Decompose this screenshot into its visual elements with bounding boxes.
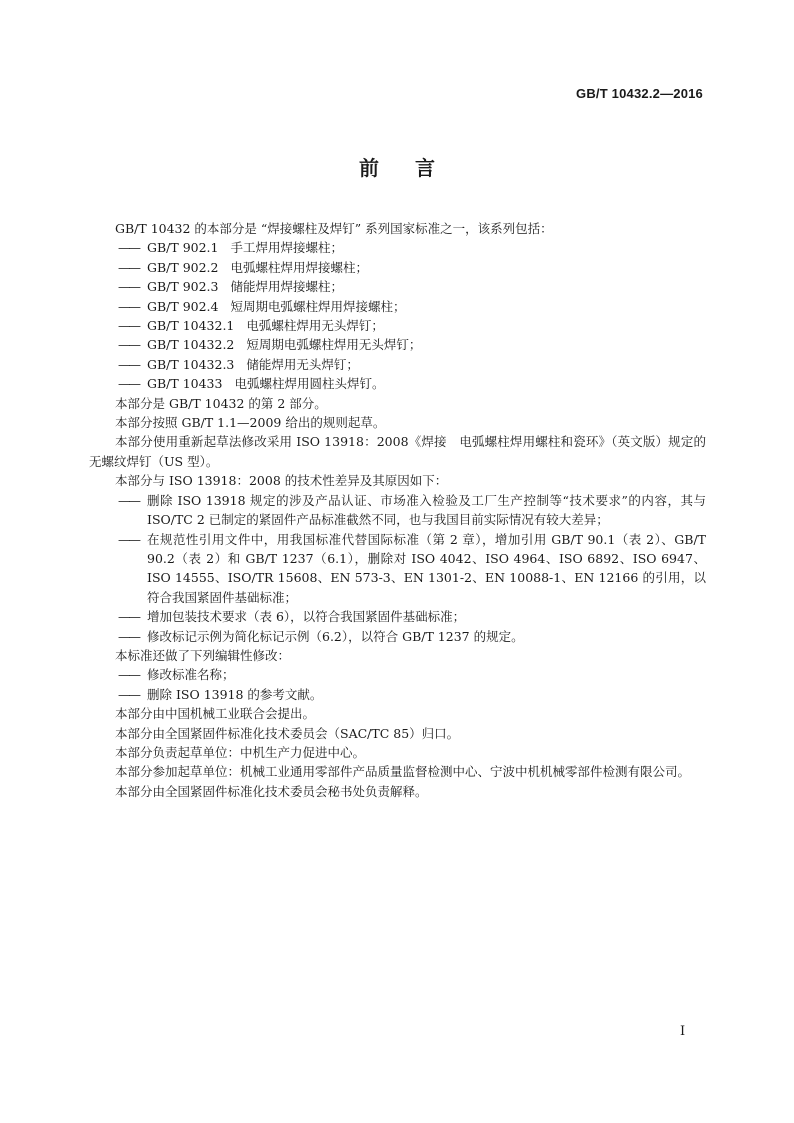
list-item: —— 修改标记示例为简化标记示例（6.2），以符合 GB/T 1237 的规定。 — [118, 628, 524, 644]
centralized-paragraph: 本部分由全国紧固件标准化技术委员会（SAC/TC 85）归口。 — [115, 725, 460, 741]
list-item: —— GB/T 902.1 手工焊用焊接螺柱； — [118, 240, 343, 256]
differences-paragraph: 本部分与 ISO 13918：2008 的技术性差异及其原因如下： — [115, 473, 448, 489]
adoption-paragraph: 本部分使用重新起草法修改采用 ISO 13918：2008《焊接 电弧螺柱焊用螺柱和瓷环》（英文版）规定的无螺纹焊钉（US 型）。 — [89, 434, 706, 469]
editorial-paragraph: 本标准还做了下列编辑性修改： — [115, 647, 291, 663]
participants-paragraph: 本部分参加起草单位：机械工业通用零部件产品质量监督检测中心、宁波中机机械零部件检测有限公司。 — [115, 764, 691, 780]
list-item: —— GB/T 902.3 储能焊用焊接螺柱； — [118, 279, 343, 295]
page-title: 前言 — [359, 156, 471, 180]
intro-paragraph: GB/T 10432 的本部分是 “焊接螺柱及焊钉” 系列国家标准之一，该系列包括： — [115, 221, 553, 236]
part-paragraph: 本部分是 GB/T 10432 的第 2 部分。 — [115, 395, 327, 411]
foreword-body — [89, 219, 706, 801]
interpretation-paragraph: 本部分由全国紧固件标准化技术委员会秘书处负责解释。 — [115, 783, 428, 799]
list-item: —— GB/T 10432.2 短周期电弧螺柱焊用无头焊钉； — [118, 337, 422, 353]
editorial-list — [89, 665, 706, 704]
page-number: I — [680, 1024, 686, 1039]
list-item: —— GB/T 902.2 电弧螺柱焊用焊接螺柱； — [118, 259, 368, 275]
list-item: —— 在规范性引用文件中，用我国标准代替国际标准（第 2 章），增加引用 GB/T 90.1（表 2）、GB/T 90.2（表 2）和 GB/T 1237（6.1），删除对 ISO 4042、ISO 4964、ISO 6892、ISO 6947、ISO 14555、ISO/TR 15608、EN 573-3、EN 1301-2、EN 10088-1、EN 12166 的引用，以符合我国紧固件基础标准； — [118, 531, 706, 605]
list-item: —— GB/T 10433 电弧螺柱焊用圆柱头焊钉。 — [118, 376, 385, 392]
standard-code: GB/T 10432.2—2016 — [576, 86, 703, 101]
differences-list — [89, 491, 706, 646]
list-item: —— 删除 ISO 13918 的参考文献。 — [118, 686, 323, 702]
list-item: —— GB/T 10432.1 电弧螺柱焊用无头焊钉； — [118, 318, 384, 334]
list-item: —— GB/T 902.4 短周期电弧螺柱焊用焊接螺柱； — [118, 298, 406, 314]
list-item: —— 增加包装技术要求（表 6），以符合我国紧固件基础标准； — [118, 609, 466, 625]
list-item: —— GB/T 10432.3 储能焊用无头焊钉； — [118, 356, 359, 372]
drafter-paragraph: 本部分负责起草单位：中机生产力促进中心。 — [115, 744, 366, 760]
rules-paragraph: 本部分按照 GB/T 1.1—2009 给出的规则起草。 — [115, 415, 386, 431]
series-list — [89, 238, 706, 393]
list-item: —— 修改标准名称； — [118, 667, 235, 683]
proposed-paragraph: 本部分由中国机械工业联合会提出。 — [115, 706, 316, 722]
list-item: —— 删除 ISO 13918 规定的涉及产品认证、市场准入检验及工厂生产控制等“技术要求”的内容，其与 ISO/TC 2 已制定的紧固件产品标准截然不同，也与我国目前实际情况有较大差异； — [118, 492, 706, 528]
